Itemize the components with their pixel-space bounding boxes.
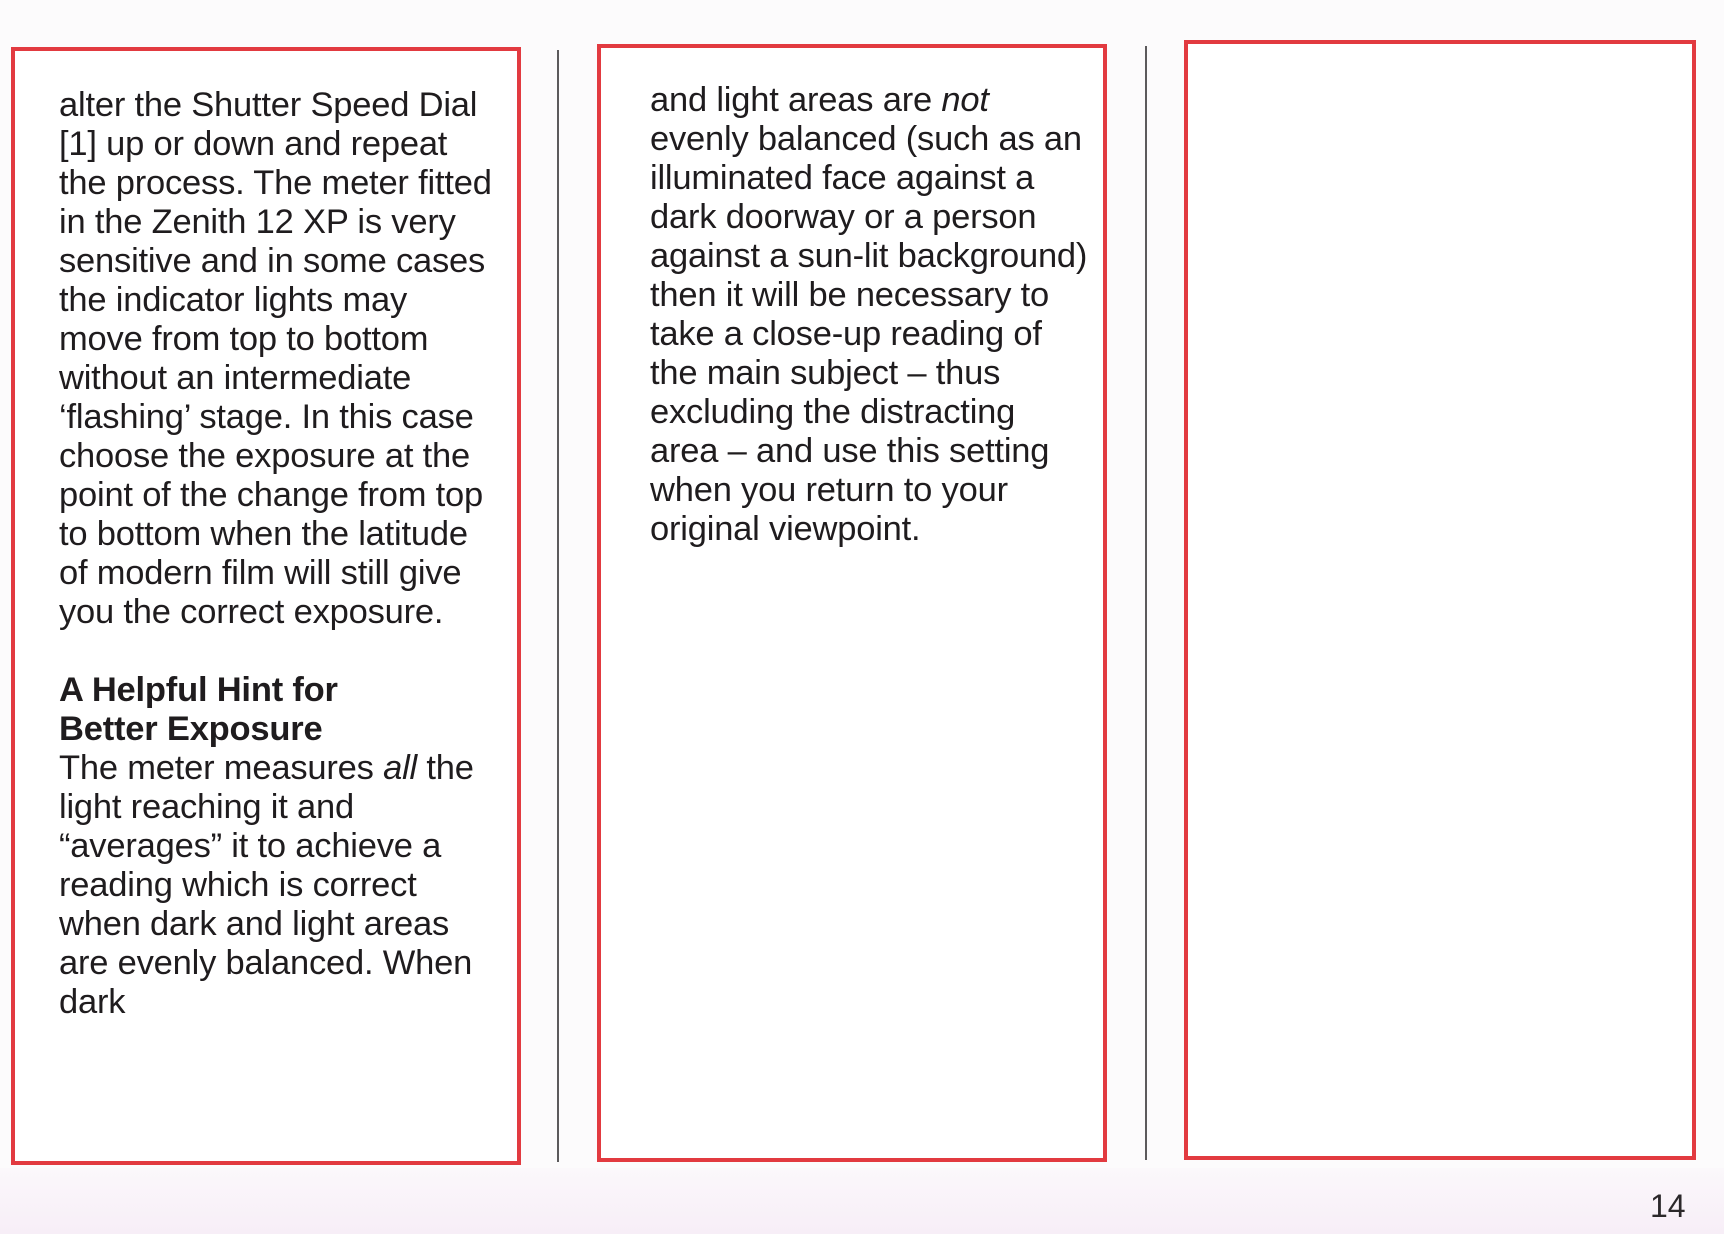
- middle-paragraph: [650, 81, 1090, 549]
- section-heading-line-1: A Helpful Hint for: [59, 671, 338, 709]
- middle-paragraph-end: evenly balanced (such as an illuminated face against a dark doorway or a person against a sun-lit background) then it will be necessary to take a close-up reading of the main subject – thus excluding the distracting area – and use this setting when you return to your original viewpoint.: [650, 120, 1088, 548]
- right-panel-frame: [1184, 40, 1696, 1160]
- left-paragraph-1: alter the Shutter Speed Dial [1] up or down and repeat the process. The meter fitted in the Zenith 12 XP is very sensitive and in some cases the indicator lights may move from top to bottom without an intermediate ‘flashing’ stage. In this case choose the exposure at the point of the change from top to bottom when the latitude of modern film will still give you the correct exposure.: [59, 86, 492, 631]
- left-paragraph-2: [59, 749, 499, 1022]
- fold-line-2: [1145, 46, 1147, 1160]
- middle-paragraph-start: and light areas are: [650, 81, 942, 119]
- left-column-text: [59, 86, 499, 1022]
- page-number: 14: [1650, 1188, 1686, 1224]
- middle-column-text: [650, 81, 1090, 549]
- left-paragraph-2-start: The meter measures: [59, 749, 384, 787]
- left-paragraph-2-emphasis: all: [383, 749, 417, 787]
- page-bottom-tint: [0, 1168, 1724, 1234]
- left-paragraph-2-end: the light reaching it and “averages” it to achieve a reading which is correct when dark and light areas are evenly balanced. When dark: [59, 749, 474, 1021]
- section-heading-line-2: Better Exposure: [59, 710, 323, 748]
- middle-paragraph-emphasis: not: [941, 81, 989, 119]
- fold-line-1: [557, 50, 559, 1162]
- section-heading: [59, 671, 499, 749]
